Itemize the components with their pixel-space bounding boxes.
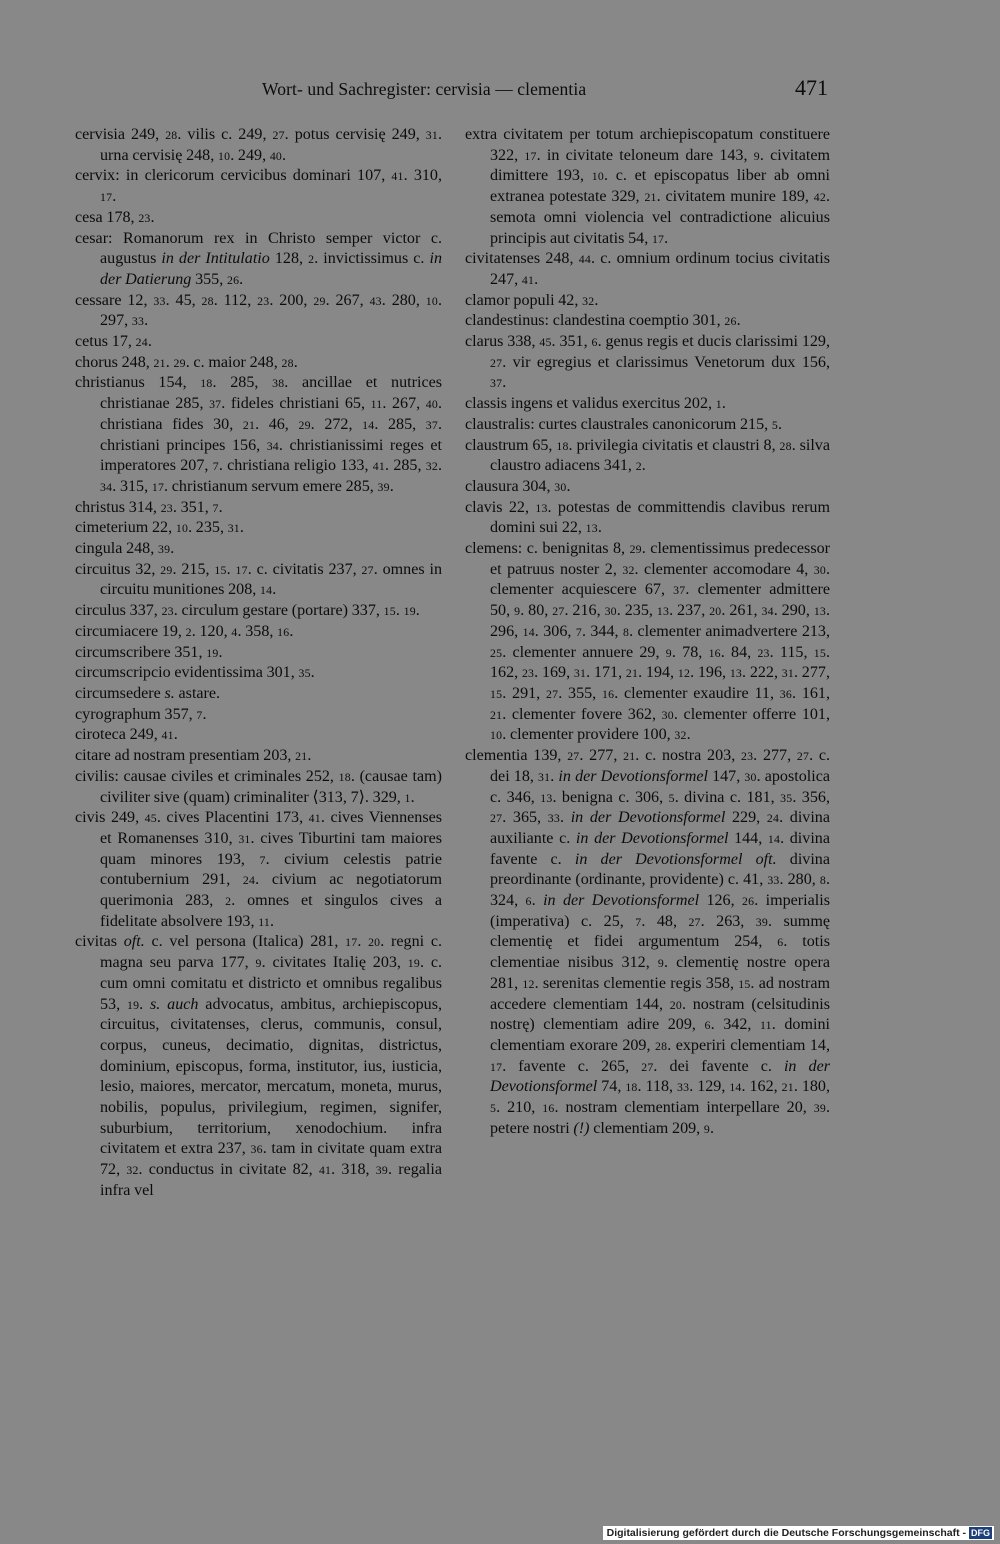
index-entry: chorus 248, 21. 29. c. maior 248, 28. [75, 353, 298, 371]
index-entry: clamor populi 42, 32. [465, 291, 599, 309]
index-entry: classis ingens et validus exercitus 202, 1. [465, 395, 726, 413]
index-entry: cesar: Romanorum rex in Christo semper victor c. augustus in der Intitulatio 128, 2. invictissimus c. in der Datierung 355, 26. [75, 229, 442, 288]
index-entry: circuitus 32, 29. 215, 15. 17. c. civitatis 237, 27. omnes in circuitu munitiones 208, 14. [75, 560, 443, 599]
index-entry: clementia 139, 27. 277, 21. c. nostra 203, 23. 277, 27. c. dei 18, 31. in der Devotionsformel 147, 30. apostolica c. 346, 13. benigna c. 306, 5. divina c. 181, 35. 356, 27. 365, 33. in der Devotionsformel 229, 24. divina auxiliante c. in der Devotionsformel 144, 14. divina favente c. in der Devotionsformel oft. divina preordinante (ordinante, providente) c. 41, 33. 280, 8. 324, 6. in der Devotionsformel 126, 26. imperialis (imperativa) c. 25, 7. 48, 27. 263, 39. summę clementię et fidei argumentum 254, 6. totis clementiae nisibus 312, 9. clementię nostre opera 281, 12. serenitas clementie regis 358, 15. ad nostram accedere clementiam 144, 20. nostram (celsitudinis nostrę) clementiam adire 209, 6. 342, 11. domini clementiam exorare 209, 28. experiri clementiam 14, 17. favente c. 265, 27. dei favente c. in der Devotionsformel 74, 18. 118, 33. 129, 14. 162, 21. 180, 5. 210, 16. nostram clementiam interpellare 20, 39. petere nostri (!) clementiam 209, 9. [465, 747, 830, 1137]
page-header-title: Wort- und Sachregister: cervisia — clementia [262, 79, 587, 99]
index-entry: extra civitatem per totum archiepiscopatum constituere 322, 17. in civitate teloneum dare 143, 9. civitatem dimittere 193, 10. c. et episcopatus liber ab omni extranea potestate 329, 21. civitatem munire 189, 42. semota omni violencia vel contradictione alicuius principis aut civitatis 54, 17. [465, 126, 830, 247]
index-entry: cingula 248, 39. [75, 540, 175, 558]
index-entry: circulus 337, 23. circulum gestare (portare) 337, 15. 19. [75, 602, 420, 620]
digitization-footer [603, 1526, 994, 1540]
index-column-left [75, 125, 442, 1202]
index-entry: cessare 12, 33. 45, 28. 112, 23. 200, 29. 267, 43. 280, 10. 297, 33. [75, 291, 442, 330]
index-entry: cesa 178, 23. [75, 208, 155, 226]
index-entry: cyrographum 357, 7. [75, 705, 207, 723]
index-entry: clavis 22, 13. potestas de committendis clavibus rerum domini sui 22, 13. [465, 498, 830, 537]
index-entry: civitatenses 248, 44. c. omnium ordinum tocius civitatis 247, 41. [465, 250, 830, 288]
index-entry: circumscribere 351, 19. [75, 643, 223, 661]
index-entry: cervisia 249, 28. vilis c. 249, 27. potus cervisię 249, 31. urna cervisię 248, 10. 249, 40. [75, 126, 442, 164]
index-entry: cetus 17, 24. [75, 333, 152, 351]
index-entry: civis 249, 45. cives Placentini 173, 41. cives Viennenses et Romanenses 310, 31. cives Tiburtini tam maiores quam minores 193, 7. civium celestis patrie contubernium 291, 24. civium ac negotiatorum querimonia 283, 2. omnes et singulos cives a fidelitate absolvere 193, 11. [75, 809, 443, 930]
index-entry: christianus 154, 18. 285, 38. ancillae et nutrices christianae 285, 37. fideles christiani 65, 11. 267, 40. christiana fides 30, 21. 46, 29. 272, 14. 285, 37. christiani principes 156, 34. christianissimi reges et imperatores 207, 7. christiana religio 133, 41. 285, 32. 34. 315, 17. christianum servum emere 285, 39. [75, 374, 443, 495]
index-entry: clarus 338, 45. 351, 6. genus regis et ducis clarissimi 129, 27. vir egregius et clarissimus Venetorum dux 156, 37. [465, 333, 830, 392]
index-entry: civilis: causae civiles et criminales 252, 18. (causae tam) civiliter sive (quam) criminaliter ⟨313, 7⟩. 329, 1. [75, 767, 442, 806]
index-entry: christus 314, 23. 351, 7. [75, 498, 223, 516]
dfg-logo: DFG [971, 1528, 990, 1538]
index-entry: circumscripcio evidentissima 301, 35. [75, 664, 315, 682]
index-entry: cervix: in clericorum cervicibus dominari 107, 41. 310, 17. [75, 167, 442, 206]
index-entry: civitas oft. c. vel persona (Italica) 281, 17. 20. regni c. magna seu parva 177, 9. civitates Italię 203, 19. c. cum omni comitatu et districto et omnibus regalibus 53, 19. s. auch advocatus, ambitus, archiepiscopus, circuitus, civitatenses, clerus, communis, consul, corpus, cuneus, decimatio, dignitas, districtus, dominium, episcopus, forma, institutor, ius, iusticia, lesio, maiores, mercator, mercatum, moneta, murus, nobilis, populus, privilegium, regimen, signifer, suburbium, territorium, xenodochium. infra civitatem et extra 237, 36. tam in civitate quam extra 72, 32. conductus in civitate 82, 41. 318, 39. regalia infra vel [75, 933, 443, 1199]
page-number: 471 [795, 75, 828, 100]
index-entry: citare ad nostram presentiam 203, 21. [75, 747, 312, 765]
index-entry: clemens: c. benignitas 8, 29. clementissimus predecessor et patruus noster 2, 32. clementer accomodare 4, 30. clementer acquiescere 67, 37. clementer admittere 50, 9. 80, 27. 216, 30. 235, 13. 237, 20. 261, 34. 290, 13. 296, 14. 306, 7. 344, 8. clementer animadvertere 213, 25. clementer annuere 29, 9. 78, 16. 84, 23. 115, 15. 162, 23. 169, 31. 171, 21. 194, 12. 196, 13. 222, 31. 277, 15. 291, 27. 355, 16. clementer exaudire 11, 36. 161, 21. clementer fovere 362, 30. clementer offerre 101, 10. clementer providere 100, 32. [465, 540, 831, 744]
index-entry: ciroteca 249, 41. [75, 726, 178, 744]
index-entry: cimeterium 22, 10. 235, 31. [75, 519, 244, 537]
index-entry: circumsedere s. astare. [75, 684, 221, 702]
index-entry: circumiacere 19, 2. 120, 4. 358, 16. [75, 622, 294, 640]
index-entry: clandestinus: clandestina coemptio 301, 26. [465, 312, 741, 330]
index-entry: claustrum 65, 18. privilegia civitatis et claustri 8, 28. silva claustro adiacens 341, 2. [465, 436, 830, 475]
index-column-right [465, 125, 830, 1139]
index-entry: clausura 304, 30. [465, 477, 571, 495]
index-entry: claustralis: curtes claustrales canonicorum 215, 5. [465, 415, 782, 433]
footer-credit-text: Digitalisierung gefördert durch die Deutsche Forschungsgemeinschaft - [606, 1527, 966, 1539]
